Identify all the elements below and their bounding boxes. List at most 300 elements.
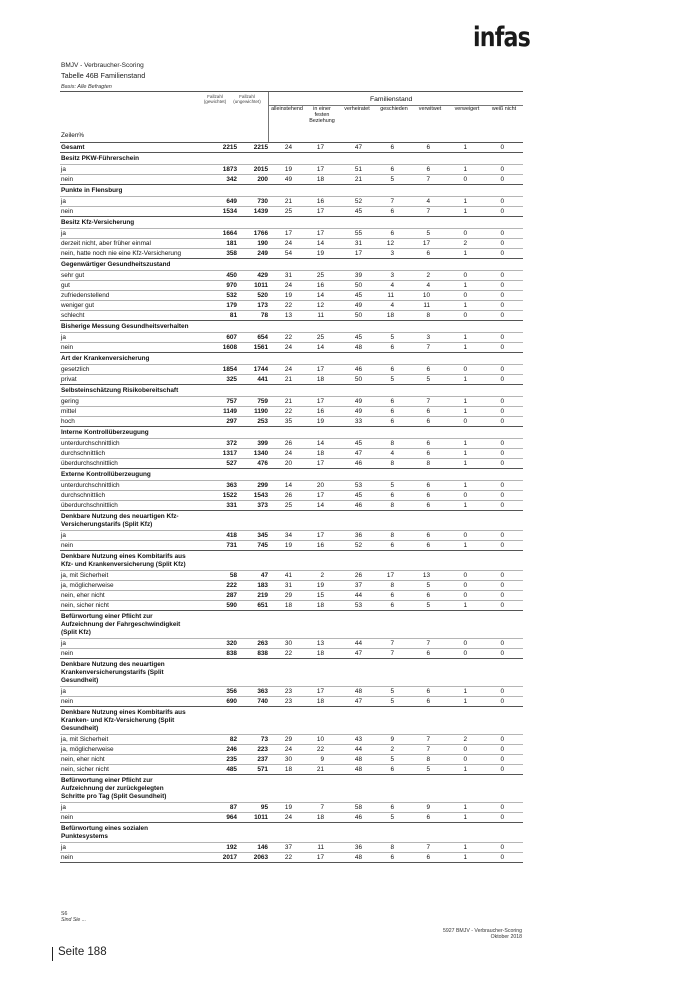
- row-label: nein: [61, 176, 74, 183]
- row-label: nein, sicher nicht: [61, 766, 109, 773]
- section-heading: Bisherige Messung Gesundheitsverhalten: [61, 323, 189, 330]
- row-label: ja: [61, 198, 66, 205]
- row-label: weniger gut: [61, 302, 95, 309]
- cell-percent: 2: [463, 736, 467, 743]
- cell-percent: 10: [316, 736, 324, 743]
- cell-percent: 11: [387, 292, 394, 299]
- cell-percent: 18: [316, 814, 324, 821]
- cell-percent: 0: [500, 844, 504, 851]
- cell-fallzahl-ungewichtet: 520: [257, 292, 268, 299]
- table-row: [60, 333, 523, 343]
- cell-percent: 0: [463, 756, 467, 763]
- cell-percent: 12: [386, 240, 394, 247]
- cell-percent: 1: [463, 482, 467, 489]
- cell-percent: 19: [284, 292, 292, 299]
- cell-fallzahl-gewichtet: 192: [226, 844, 237, 851]
- section-heading-row: [60, 153, 523, 165]
- cell-percent: 2: [463, 240, 467, 247]
- table-row: [60, 745, 523, 755]
- table-row: [60, 687, 523, 697]
- cell-percent: 0: [500, 460, 504, 467]
- section-heading: Denkbare Nutzung eines Kombitarifs aus Kranken- und Kfz-Versicherung (Split Gesundheit): [61, 709, 186, 732]
- cell-percent: 45: [354, 492, 362, 499]
- col-header-fallzahl-gewichtet: Fallzahl (gewichtet): [203, 94, 227, 105]
- cell-percent: 1: [463, 144, 467, 151]
- row-label: nein: [61, 854, 74, 861]
- table-row: [60, 291, 523, 301]
- cell-percent: 21: [284, 198, 292, 205]
- section-heading-row: [60, 217, 523, 229]
- table-row: [60, 301, 523, 311]
- cell-percent: 1: [463, 698, 467, 705]
- cell-percent: 0: [500, 240, 504, 247]
- cell-percent: 1: [463, 542, 467, 549]
- cell-percent: 25: [284, 502, 292, 509]
- cell-percent: 0: [500, 208, 504, 215]
- cell-percent: 31: [354, 240, 362, 247]
- row-label: ja: [61, 532, 66, 539]
- cell-percent: 39: [354, 272, 362, 279]
- cell-fallzahl-ungewichtet: 2215: [253, 144, 268, 151]
- cell-percent: 0: [463, 272, 467, 279]
- cell-percent: 14: [316, 440, 324, 447]
- cell-percent: 6: [426, 366, 430, 373]
- cell-fallzahl-ungewichtet: 363: [257, 688, 268, 695]
- cell-percent: 31: [284, 272, 292, 279]
- cell-percent: 6: [426, 166, 430, 173]
- table-row: [60, 365, 523, 375]
- cell-percent: 24: [284, 240, 292, 247]
- cell-fallzahl-gewichtet: 532: [226, 292, 237, 299]
- cell-percent: 6: [426, 450, 430, 457]
- cell-percent: 29: [284, 736, 292, 743]
- cell-percent: 4: [390, 282, 394, 289]
- table-row: [60, 639, 523, 649]
- cell-percent: 6: [390, 408, 394, 415]
- cell-percent: 9: [320, 756, 324, 763]
- cell-percent: 51: [354, 166, 362, 173]
- cell-percent: 50: [354, 282, 362, 289]
- cell-percent: 26: [284, 440, 292, 447]
- row-label: nein: [61, 698, 74, 705]
- cell-percent: 7: [426, 208, 430, 215]
- cell-percent: 17: [316, 854, 324, 861]
- cell-percent: 18: [316, 376, 324, 383]
- table-body: [60, 143, 523, 863]
- cell-percent: 5: [426, 582, 430, 589]
- table-row: [60, 175, 523, 185]
- cell-percent: 19: [284, 166, 292, 173]
- row-label: ja, mit Sicherheit: [61, 572, 109, 579]
- cell-percent: 5: [390, 814, 394, 821]
- cell-percent: 0: [463, 292, 467, 299]
- cell-fallzahl-gewichtet: 356: [226, 688, 237, 695]
- cell-fallzahl-gewichtet: 450: [226, 272, 237, 279]
- table-row: [60, 407, 523, 417]
- cell-percent: 52: [354, 198, 362, 205]
- cell-fallzahl-ungewichtet: 2063: [253, 854, 268, 861]
- cell-fallzahl-ungewichtet: 345: [257, 532, 268, 539]
- cell-percent: 9: [426, 804, 430, 811]
- cell-fallzahl-gewichtet: 342: [226, 176, 237, 183]
- cell-percent: 0: [500, 272, 504, 279]
- cell-fallzahl-gewichtet: 325: [226, 376, 237, 383]
- cell-percent: 25: [316, 334, 324, 341]
- cell-percent: 45: [354, 208, 362, 215]
- group-header-familienstand: Familienstand: [370, 96, 413, 103]
- cell-percent: 53: [354, 482, 362, 489]
- cell-percent: 8: [426, 460, 430, 467]
- cell-percent: 0: [500, 492, 504, 499]
- cell-fallzahl-gewichtet: 235: [226, 756, 237, 763]
- cell-fallzahl-gewichtet: 1317: [222, 450, 237, 457]
- cell-percent: 14: [316, 344, 324, 351]
- cell-percent: 6: [426, 250, 430, 257]
- cell-percent: 6: [390, 854, 394, 861]
- cell-percent: 0: [500, 166, 504, 173]
- cell-percent: 8: [426, 756, 430, 763]
- cell-fallzahl-gewichtet: 372: [226, 440, 237, 447]
- section-heading: Befürwortung eines sozialen Punktesystems: [61, 825, 148, 840]
- cell-percent: 22: [284, 334, 292, 341]
- cell-percent: 0: [463, 650, 467, 657]
- cell-percent: 6: [390, 208, 394, 215]
- cell-fallzahl-gewichtet: 179: [226, 302, 237, 309]
- cell-percent: 1: [463, 376, 467, 383]
- cell-fallzahl-ungewichtet: 654: [257, 334, 268, 341]
- cell-percent: 3: [426, 334, 430, 341]
- cell-percent: 17: [316, 366, 324, 373]
- cell-fallzahl-ungewichtet: 95: [260, 804, 268, 811]
- cell-percent: 6: [390, 344, 394, 351]
- section-heading-row: [60, 469, 523, 481]
- cell-percent: 6: [390, 366, 394, 373]
- cell-percent: 1: [463, 804, 467, 811]
- cell-percent: 24: [284, 814, 292, 821]
- cell-percent: 17: [316, 144, 324, 151]
- col-header-fallzahl-ungewichtet: Fallzahl (ungewichtet): [233, 94, 261, 105]
- cell-percent: 6: [426, 814, 430, 821]
- cell-fallzahl-gewichtet: 58: [229, 572, 237, 579]
- cell-percent: 7: [426, 746, 430, 753]
- row-label: ja: [61, 804, 66, 811]
- table-row: [60, 197, 523, 207]
- cell-percent: 41: [284, 572, 292, 579]
- cell-percent: 8: [390, 502, 394, 509]
- cell-percent: 49: [284, 176, 292, 183]
- cell-percent: 17: [316, 460, 324, 467]
- cell-percent: 1: [463, 854, 467, 861]
- cell-percent: 0: [463, 418, 467, 425]
- row-label: gering: [61, 398, 79, 405]
- cell-percent: 2: [426, 272, 430, 279]
- cell-percent: 16: [316, 282, 324, 289]
- cell-percent: 0: [500, 144, 504, 151]
- table-row: [60, 591, 523, 601]
- cell-percent: 1: [463, 766, 467, 773]
- cell-percent: 5: [426, 376, 430, 383]
- cell-percent: 0: [463, 532, 467, 539]
- section-heading: Besitz PKW-Führerschein: [61, 155, 139, 162]
- cell-fallzahl-ungewichtet: 253: [257, 418, 268, 425]
- row-label: mittel: [61, 408, 77, 415]
- cell-percent: 6: [390, 602, 394, 609]
- col-header-verwitwet: verwitwet: [418, 106, 442, 112]
- section-heading: Denkbare Nutzung des neuartigen Kfz-Versicherungstarifs (Split Kfz): [61, 513, 179, 528]
- report-title: BMJV - Verbraucher-Scoring: [61, 62, 144, 69]
- cell-percent: 36: [354, 532, 362, 539]
- cell-percent: 58: [354, 804, 362, 811]
- row-label: nein: [61, 344, 74, 351]
- cell-fallzahl-ungewichtet: 740: [257, 698, 268, 705]
- cell-percent: 7: [426, 398, 430, 405]
- cell-fallzahl-ungewichtet: 399: [257, 440, 268, 447]
- cell-percent: 43: [354, 736, 362, 743]
- cell-percent: 0: [500, 532, 504, 539]
- row-label: sehr gut: [61, 272, 85, 279]
- cell-fallzahl-gewichtet: 838: [226, 650, 237, 657]
- cell-percent: 0: [500, 230, 504, 237]
- cell-percent: 11: [423, 302, 430, 309]
- cell-fallzahl-gewichtet: 1854: [222, 366, 237, 373]
- row-label: unterdurchschnittlich: [61, 482, 120, 489]
- cell-fallzahl-gewichtet: 82: [229, 736, 237, 743]
- cell-percent: 55: [354, 230, 362, 237]
- cell-percent: 50: [354, 312, 362, 319]
- cell-percent: 8: [390, 582, 394, 589]
- cell-percent: 22: [316, 746, 324, 753]
- cell-percent: 6: [390, 542, 394, 549]
- cell-fallzahl-ungewichtet: 237: [257, 756, 268, 763]
- cell-percent: 5: [390, 698, 394, 705]
- cell-percent: 0: [500, 250, 504, 257]
- table-row: [60, 439, 523, 449]
- cell-percent: 6: [426, 688, 430, 695]
- col-header-feste-beziehung: in einer festen Beziehung: [309, 106, 335, 124]
- cell-percent: 0: [500, 344, 504, 351]
- cell-percent: 5: [426, 602, 430, 609]
- table-row: [60, 165, 523, 175]
- cell-percent: 0: [500, 592, 504, 599]
- cell-percent: 17: [354, 250, 362, 257]
- cell-fallzahl-gewichtet: 649: [226, 198, 237, 205]
- cell-percent: 3: [390, 272, 394, 279]
- cell-percent: 34: [284, 532, 292, 539]
- cell-percent: 17: [316, 398, 324, 405]
- row-label: nein: [61, 542, 74, 549]
- cell-percent: 23: [284, 698, 292, 705]
- section-heading: Denkbare Nutzung des neuartigen Krankenversicherungstarifs (Split Gesundheit): [61, 661, 165, 684]
- section-heading: Besitz Kfz-Versicherung: [61, 219, 135, 226]
- row-label: ja: [61, 640, 66, 647]
- cell-percent: 17: [316, 688, 324, 695]
- cell-percent: 44: [354, 592, 362, 599]
- table-row: [60, 735, 523, 745]
- col-header-verweigert: verweigert: [454, 106, 480, 112]
- row-label: hoch: [61, 418, 75, 425]
- row-label: nein: [61, 650, 74, 657]
- cell-percent: 3: [390, 250, 394, 257]
- cell-percent: 6: [426, 418, 430, 425]
- cell-percent: 0: [500, 582, 504, 589]
- cell-percent: 6: [426, 650, 430, 657]
- cell-percent: 19: [316, 418, 324, 425]
- cell-percent: 22: [284, 854, 292, 861]
- cell-percent: 24: [284, 450, 292, 457]
- row-label: ja, möglicherweise: [61, 582, 114, 589]
- table-row: [60, 501, 523, 511]
- cell-percent: 49: [354, 408, 362, 415]
- cell-fallzahl-gewichtet: 731: [226, 542, 237, 549]
- row-label: schlecht: [61, 312, 85, 319]
- cell-percent: 1: [463, 344, 467, 351]
- cell-percent: 0: [463, 492, 467, 499]
- cell-fallzahl-ungewichtet: 73: [260, 736, 268, 743]
- row-label: unterdurchschnittlich: [61, 440, 120, 447]
- table-row: [60, 459, 523, 469]
- cell-percent: 1: [463, 460, 467, 467]
- cell-fallzahl-gewichtet: 757: [226, 398, 237, 405]
- table-row: [60, 271, 523, 281]
- cell-percent: 0: [500, 376, 504, 383]
- cell-percent: 17: [316, 208, 324, 215]
- cell-fallzahl-gewichtet: 287: [226, 592, 237, 599]
- col-header-alleinstehend: alleinstehend: [271, 106, 303, 112]
- table-row: [60, 343, 523, 353]
- cell-percent: 0: [463, 746, 467, 753]
- cell-percent: 1: [463, 282, 467, 289]
- cell-percent: 1: [463, 334, 467, 341]
- cell-percent: 1: [463, 502, 467, 509]
- cell-percent: 6: [426, 532, 430, 539]
- cell-percent: 44: [354, 746, 362, 753]
- section-heading-row: [60, 385, 523, 397]
- cell-percent: 6: [390, 166, 394, 173]
- cell-percent: 6: [426, 440, 430, 447]
- cell-percent: 6: [426, 854, 430, 861]
- cell-fallzahl-gewichtet: 1522: [222, 492, 237, 499]
- cell-fallzahl-ungewichtet: 78: [260, 312, 268, 319]
- question-code: S6: [61, 911, 68, 917]
- cell-percent: 53: [354, 602, 362, 609]
- cell-fallzahl-gewichtet: 485: [226, 766, 237, 773]
- cell-percent: 8: [390, 844, 394, 851]
- cell-fallzahl-ungewichtet: 263: [257, 640, 268, 647]
- cell-percent: 5: [426, 230, 430, 237]
- cell-percent: 21: [354, 176, 362, 183]
- question-note: Sind Sie ...: [61, 917, 87, 923]
- cell-percent: 24: [284, 144, 292, 151]
- cell-percent: 6: [426, 542, 430, 549]
- cell-percent: 30: [284, 640, 292, 647]
- cell-fallzahl-gewichtet: 690: [226, 698, 237, 705]
- cell-percent: 1: [463, 814, 467, 821]
- cell-percent: 13: [284, 312, 292, 319]
- header-divider: [268, 92, 269, 142]
- cell-percent: 45: [354, 292, 362, 299]
- table-row: [60, 803, 523, 813]
- cell-percent: 23: [284, 688, 292, 695]
- cell-percent: 25: [284, 208, 292, 215]
- table-row: [60, 765, 523, 775]
- cell-fallzahl-gewichtet: 297: [226, 418, 237, 425]
- cell-percent: 4: [390, 302, 394, 309]
- cell-percent: 0: [500, 440, 504, 447]
- cell-fallzahl-ungewichtet: 219: [257, 592, 268, 599]
- cell-percent: 48: [354, 766, 362, 773]
- cell-fallzahl-ungewichtet: 759: [257, 398, 268, 405]
- row-label: Gesamt: [61, 144, 85, 151]
- cell-percent: 2: [320, 572, 324, 579]
- cell-percent: 0: [500, 408, 504, 415]
- row-label: nein: [61, 208, 74, 215]
- table-row: [60, 207, 523, 217]
- cell-percent: 16: [316, 198, 324, 205]
- cell-percent: 16: [316, 408, 324, 415]
- table-header: [60, 91, 523, 143]
- table-row: [60, 601, 523, 611]
- cell-percent: 5: [390, 334, 394, 341]
- cell-percent: 5: [390, 482, 394, 489]
- cell-percent: 6: [426, 698, 430, 705]
- cell-percent: 7: [390, 198, 394, 205]
- cell-percent: 22: [284, 408, 292, 415]
- cell-percent: 17: [284, 230, 292, 237]
- cell-percent: 6: [390, 804, 394, 811]
- cell-percent: 1: [463, 208, 467, 215]
- cell-percent: 9: [390, 736, 394, 743]
- cell-percent: 18: [316, 176, 324, 183]
- section-heading-row: [60, 775, 523, 803]
- cell-percent: 29: [284, 592, 292, 599]
- cell-percent: 1: [463, 166, 467, 173]
- table-row: [60, 649, 523, 659]
- cell-percent: 35: [284, 418, 292, 425]
- col-header-verheiratet: verheiratet: [344, 106, 370, 112]
- cell-fallzahl-ungewichtet: 173: [257, 302, 268, 309]
- cell-fallzahl-ungewichtet: 299: [257, 482, 268, 489]
- cell-percent: 17: [316, 492, 324, 499]
- cell-percent: 7: [390, 650, 394, 657]
- cell-percent: 7: [426, 844, 430, 851]
- cell-fallzahl-gewichtet: 527: [226, 460, 237, 467]
- page-number: Seite 188: [58, 946, 107, 958]
- cell-percent: 45: [354, 334, 362, 341]
- section-heading: Befürwortung einer Pflicht zur Aufzeichnung der zurückgelegten Schritte pro Tag (Split Gesundheit): [61, 777, 167, 800]
- table-row: [60, 843, 523, 853]
- cell-fallzahl-ungewichtet: 200: [257, 176, 268, 183]
- table-row: [60, 375, 523, 385]
- row-label: überdurchschnittlich: [61, 502, 118, 509]
- date-label: Oktober 2018: [490, 934, 522, 940]
- cell-percent: 7: [426, 640, 430, 647]
- cell-percent: 22: [284, 650, 292, 657]
- cell-fallzahl-ungewichtet: 1011: [254, 814, 268, 821]
- cell-percent: 1: [463, 450, 467, 457]
- cell-percent: 18: [284, 766, 292, 773]
- cell-fallzahl-gewichtet: 320: [226, 640, 237, 647]
- cell-percent: 17: [386, 572, 394, 579]
- cell-percent: 21: [316, 766, 324, 773]
- section-heading: Gegenwärtiger Gesundheitszustand: [61, 261, 171, 268]
- cell-fallzahl-ungewichtet: 2015: [253, 166, 268, 173]
- cell-percent: 26: [354, 572, 362, 579]
- project-label: 5927 BMJV - Verbraucher-Scoring: [442, 928, 522, 934]
- cell-percent: 14: [316, 240, 324, 247]
- row-label: derzeit nicht, aber früher einmal: [61, 240, 151, 247]
- cell-percent: 0: [500, 736, 504, 743]
- cell-fallzahl-ungewichtet: 249: [257, 250, 268, 257]
